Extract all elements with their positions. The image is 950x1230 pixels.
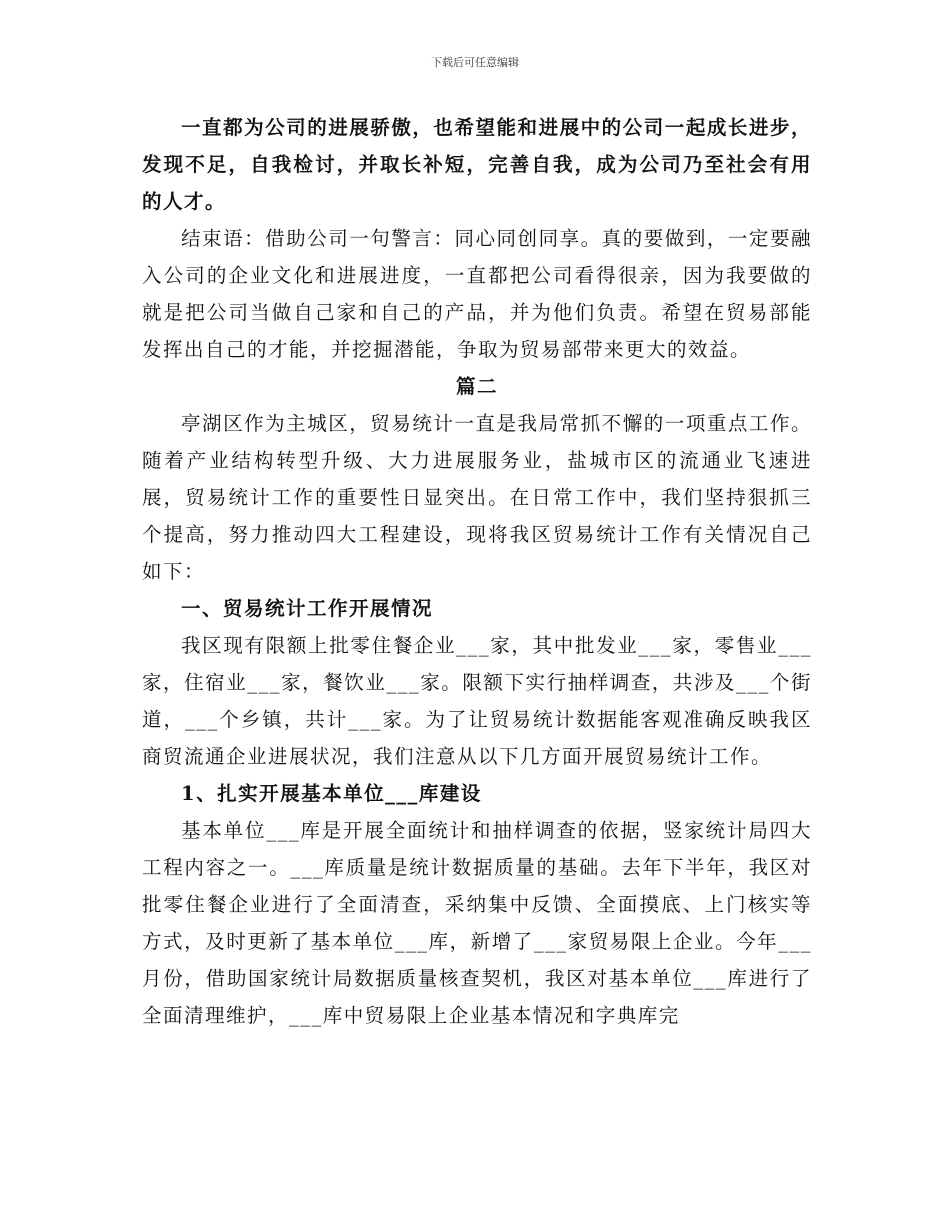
paragraph-database: 基本单位___库是开展全面统计和抽样调查的依据，竖家统计局四大工程内容之一。___库质量是统计数据质量的基础。去年下半年，我区对批零住餐企业进行了全面清查，采纳集中反馈、全面摸底、上门核实等方式，及时更新了基本单位___库，新增了___家贸易限上企业。今年___月份，借助国家统计局数据质量核查契机，我区对基本单位___库进行了全面清理维护，___库中贸易限上企业基本情况和字典库完	[142, 819, 812, 1027]
page-header: 下载后可任意编辑	[431, 56, 519, 69]
heading-section-1: 一、贸易统计工作开展情况	[181, 597, 434, 620]
paragraph-enterprises: 我区现有限额上批零住餐企业___家，其中批发业___家，零售业___家，住宿业___家，餐饮业___家。限额下实行抽样调查，共涉及___个街道，___个乡镇，共计___家。为了让贸易统计数据能客观准确反映我区商贸流通企业进展状况，我们注意从以下几方面开展贸易统计工作。	[142, 634, 812, 768]
paragraph-closing-bold: 一直都为公司的进展骄傲，也希望能和进展中的公司一起成长进步，发现不足，自我检讨，并取长补短，完善自我，成为公司乃至社会有用的人才。	[142, 116, 812, 213]
document-body	[142, 109, 812, 1034]
paragraph-intro: 亭湖区作为主城区，贸易统计一直是我局常抓不懈的一项重点工作。随着产业结构转型升级、大力进展服务业，盐城市区的流通业飞速进展，贸易统计工作的重要性日显突出。在日常工作中，我们坚持狠抓三个提高，努力推动四大工程建设，现将我区贸易统计工作有关情况自己如下：	[142, 412, 812, 583]
paragraph-conclusion: 结束语：借助公司一句警言：同心同创同享。真的要做到，一定要融入公司的企业文化和进展进度，一直都把公司看得很亲，因为我要做的就是把公司当做自己家和自己的产品，并为他们负责。希望在贸易部能发挥出自己的才能，并挖掘潜能，争取为贸易部带来更大的效益。	[142, 227, 812, 361]
section-title: 篇二	[455, 375, 498, 398]
heading-subsection-1: 1、扎实开展基本单位___库建设	[181, 782, 482, 805]
